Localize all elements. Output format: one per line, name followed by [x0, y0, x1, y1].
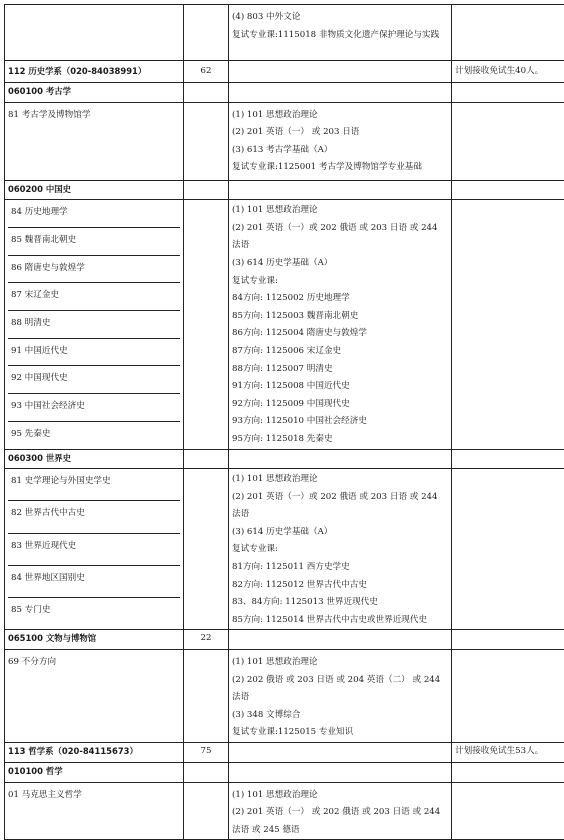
- direction-cell: [5, 200, 184, 449]
- table-row: [5, 449, 564, 469]
- quota-cell: [184, 763, 229, 783]
- exam-line: (2) 201 英语（一） 或 202 俄语 或 203 日语 或 244 法语 或 245 德语: [232, 804, 448, 839]
- quota-cell: [184, 102, 229, 180]
- direction-item: 81 史学理论与外国史学史: [8, 469, 180, 501]
- note-cell: [452, 449, 564, 469]
- exam-line: 83、84方向: 1125013 世界近现代史: [232, 594, 448, 612]
- quota-cell: [184, 61, 229, 83]
- note-cell: [452, 200, 564, 449]
- note-cell: [452, 743, 564, 763]
- exam-line: 85方向: 1125014 世界古代中古史或世界近现代史: [232, 612, 448, 630]
- exam-line: 复试专业课:: [232, 273, 448, 291]
- exam-line: (1) 101 思想政治理论: [232, 202, 448, 220]
- table-row: [5, 61, 564, 83]
- table-row: [5, 763, 564, 783]
- major-name: 060300 世界史: [8, 453, 71, 463]
- major-name: 065100 文物与博物馆: [8, 633, 96, 643]
- exam-line: 复试专业课:: [232, 541, 448, 559]
- exam-line: (3) 348 文博综合: [232, 707, 448, 725]
- quota-cell: [184, 650, 229, 743]
- exam-line: (3) 614 历史学基础（A）: [232, 255, 448, 273]
- direction-item: 91 中国近代史: [8, 339, 180, 367]
- exam-line: (1) 101 思想政治理论: [232, 107, 448, 125]
- note-cell: [452, 180, 564, 200]
- exam-line: 81方向: 1125011 西方史学史: [232, 559, 448, 577]
- exam-line: 86方向: 1125004 隋唐史与敦煌学: [232, 325, 448, 343]
- quota-cell: [184, 743, 229, 763]
- exam-line: 93方向: 1125010 中国社会经济史: [232, 413, 448, 431]
- note-cell: [452, 83, 564, 103]
- direction-item: 85 魏晋南北朝史: [8, 228, 180, 256]
- table-row: [5, 630, 564, 650]
- exam-subjects-cell: [229, 102, 452, 180]
- major-name: 060200 中国史: [8, 184, 71, 194]
- exam-subjects-cell: [229, 782, 452, 840]
- table-row: [5, 180, 564, 200]
- quota-cell: [184, 449, 229, 469]
- exam-subjects-cell: [229, 650, 452, 743]
- note-cell: [452, 469, 564, 630]
- major-cell: [5, 449, 184, 469]
- quota-cell: [184, 180, 229, 200]
- direction-cell: [5, 469, 184, 630]
- direction-item: 93 中国社会经济史: [8, 394, 180, 422]
- note-cell: [452, 763, 564, 783]
- exam-line: (2) 202 俄语 或 203 日语 或 204 英语（二） 或 244 法语: [232, 672, 448, 707]
- exam-line: 87方向: 1125006 宋辽金史: [232, 343, 448, 361]
- direction-item: 88 明清史: [8, 311, 180, 339]
- exam-line: 82方向: 1125012 世界古代中古史: [232, 577, 448, 595]
- exam-line: (2) 201 英语（一）或 202 俄语 或 203 日语 或 244 法语: [232, 489, 448, 524]
- table-row: [5, 650, 564, 743]
- direction-item: 83 世界近现代史: [8, 534, 180, 566]
- major-cell: [5, 763, 184, 783]
- exam-line: 85方向: 1125003 魏晋南北朝史: [232, 308, 448, 326]
- direction-item: 01 马克思主义哲学: [8, 787, 180, 805]
- exam-line: (2) 201 英语（一）或 202 俄语 或 203 日语 或 244 法语: [232, 220, 448, 255]
- exam-subjects-cell: [229, 743, 452, 763]
- exam-line: 91方向: 1125008 中国近代史: [232, 378, 448, 396]
- exam-line: (3) 613 考古学基础（A）: [232, 142, 448, 160]
- table-row: [5, 743, 564, 763]
- department-cell: [5, 743, 184, 763]
- department-cell: [5, 61, 184, 83]
- quota-cell: [184, 5, 229, 61]
- exam-line: (4) 803 中外文论: [232, 9, 448, 27]
- exam-line: (2) 201 英语（一） 或 203 日语: [232, 124, 448, 142]
- table-row: [5, 83, 564, 103]
- quota-value: 22: [201, 633, 212, 643]
- table-row: [5, 782, 564, 840]
- direction-item: 69 不分方向: [8, 654, 180, 672]
- note-cell: [452, 5, 564, 61]
- note-cell: [452, 650, 564, 743]
- direction-item: 84 历史地理学: [8, 200, 180, 228]
- quota-cell: [184, 200, 229, 449]
- quota-value: 75: [201, 746, 212, 756]
- quota-cell: [184, 83, 229, 103]
- exam-line: 84方向: 1125002 历史地理学: [232, 290, 448, 308]
- exam-line: 复试专业课:1115018 非物质文化遗产保护理论与实践: [232, 27, 448, 43]
- direction-item: 81 考古学及博物馆学: [8, 107, 180, 125]
- exam-line: (3) 614 历史学基础（A）: [232, 524, 448, 542]
- direction-item: 84 世界地区国别史: [8, 566, 180, 598]
- direction-item: 85 专门史: [8, 598, 180, 629]
- direction-item: 86 隋唐史与敦煌学: [8, 256, 180, 284]
- quota-value: 62: [201, 66, 212, 76]
- exam-subjects-cell: [229, 469, 452, 630]
- direction-item: 82 世界古代中古史: [8, 501, 180, 533]
- major-cell: [5, 83, 184, 103]
- exam-line: (1) 101 思想政治理论: [232, 471, 448, 489]
- exam-subjects-cell: [229, 83, 452, 103]
- table-row: [5, 469, 564, 630]
- direction-cell: [5, 782, 184, 840]
- exam-subjects-cell: [229, 449, 452, 469]
- quota-cell: [184, 630, 229, 650]
- major-name: 060100 考古学: [8, 86, 71, 96]
- table-row: [5, 200, 564, 449]
- admissions-table: [4, 4, 564, 840]
- exam-line: 复试专业课:1125001 考古学及博物馆学专业基础: [232, 159, 448, 177]
- exam-subjects-cell: [229, 630, 452, 650]
- quota-cell: [184, 469, 229, 630]
- note-text: 计划接收免试生40人。: [455, 66, 543, 76]
- direction-item: 95 先秦史: [8, 422, 180, 449]
- direction-item: 87 宋辽金史: [8, 283, 180, 311]
- exam-line: 88方向: 1125007 明清史: [232, 361, 448, 379]
- exam-line: (1) 101 思想政治理论: [232, 787, 448, 805]
- exam-subjects-cell: [229, 61, 452, 83]
- exam-subjects-cell: [229, 200, 452, 449]
- exam-line: 95方向: 1125018 先秦史: [232, 431, 448, 449]
- note-cell: [452, 102, 564, 180]
- note-cell: [452, 61, 564, 83]
- exam-subjects-cell: [229, 763, 452, 783]
- major-name: 010100 哲学: [8, 766, 63, 776]
- table-row: [5, 5, 564, 61]
- direction-item: 92 中国现代史: [8, 366, 180, 394]
- direction-cell: [5, 650, 184, 743]
- exam-line: (1) 101 思想政治理论: [232, 654, 448, 672]
- major-cell: [5, 630, 184, 650]
- direction-cell: [5, 102, 184, 180]
- department-name: 112 历史学系（020-84038991）: [8, 66, 146, 80]
- note-cell: [452, 782, 564, 840]
- quota-cell: [184, 782, 229, 840]
- exam-subjects-cell: [229, 180, 452, 200]
- exam-line: 92方向: 1125009 中国现代史: [232, 396, 448, 414]
- major-cell: [5, 180, 184, 200]
- exam-line: 复试专业课:1125015 专业知识: [232, 724, 448, 742]
- exam-subjects-cell: [229, 5, 452, 61]
- table-row: [5, 102, 564, 180]
- department-name: 113 哲学系（020-84115673）: [8, 746, 138, 756]
- direction-cell: [5, 5, 184, 61]
- note-text: 计划接收免试生53人。: [455, 746, 543, 756]
- note-cell: [452, 630, 564, 650]
